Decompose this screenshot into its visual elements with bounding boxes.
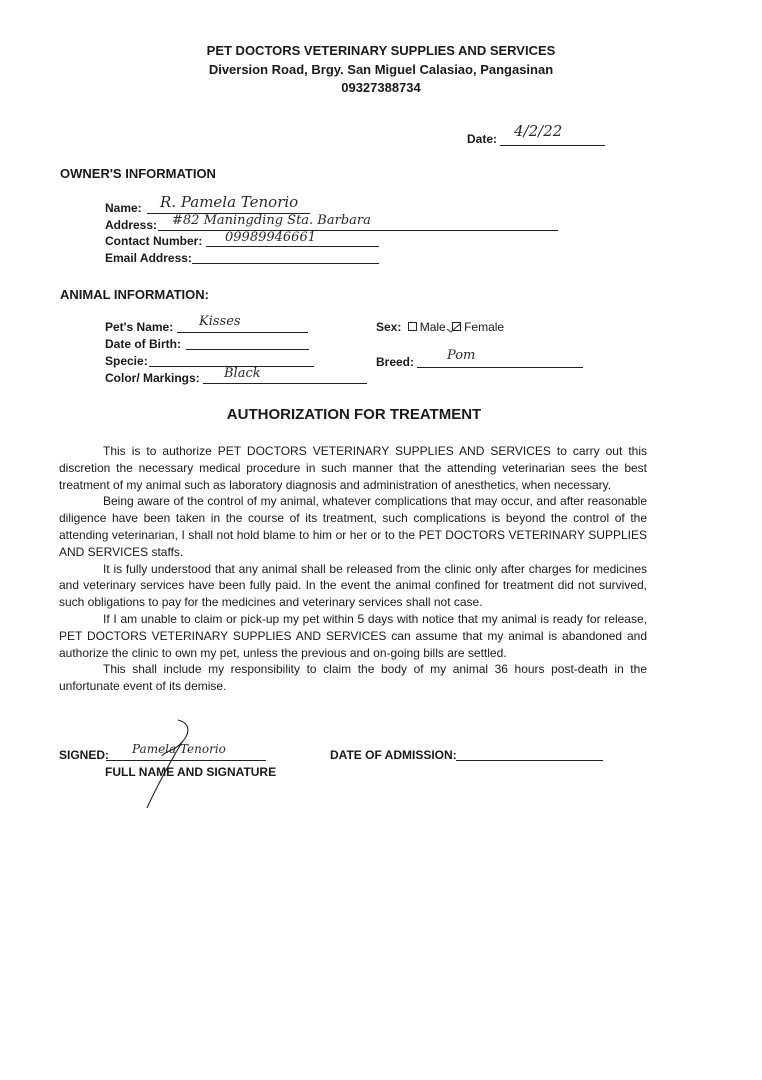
sex-label: Sex: — [376, 320, 402, 334]
owner-address-value: #82 Maningding Sta. Barbara — [172, 213, 371, 228]
dob-line — [186, 349, 309, 350]
authorization-body — [59, 443, 647, 695]
specie-label: Specie: — [105, 354, 148, 368]
color-line — [203, 383, 367, 384]
owner-contact-value: 09989946661 — [225, 230, 316, 245]
pet-name-value: Kisses — [199, 314, 241, 329]
owner-email-label: Email Address: — [105, 251, 192, 265]
date-line — [500, 145, 605, 146]
owner-contact-label: Contact Number: — [105, 234, 203, 248]
owner-name-label: Name: — [105, 201, 142, 215]
company-name: PET DOCTORS VETERINARY SUPPLIES AND SERVICES — [206, 43, 556, 58]
authorization-paragraph: If I am unable to claim or pick-up my pet within 5 days with notice that my animal is ready for release, PET DOCTORS VETERINARY SUPPLIES AND SERVICES can assume that my animal is abandoned and authorize the clinic to own my pet, unless the previous and on-going bills are settled. — [59, 611, 647, 660]
admission-label: DATE OF ADMISSION: — [330, 748, 457, 762]
date-value: 4/2/22 — [514, 122, 563, 140]
owner-address-label: Address: — [105, 218, 158, 232]
owner-email-line — [192, 263, 379, 264]
female-check-mark — [446, 322, 462, 334]
pet-name-line — [177, 332, 308, 333]
authorization-title: AUTHORIZATION FOR TREATMENT — [226, 406, 482, 423]
breed-label: Breed: — [376, 355, 415, 369]
dob-label: Date of Birth: — [105, 337, 181, 351]
admission-line — [456, 760, 603, 761]
date-label: Date: — [467, 132, 498, 146]
authorization-paragraph: It is fully understood that any animal shall be released from the clinic only after charges for medicines and veterinary services have been fully paid. In the event the animal confined for treatment did not survived, such obligations to pay for the medicines and veterinary services shall not case. — [59, 561, 647, 610]
authorization-paragraph: This shall include my responsibility to claim the body of my animal 36 hours post-death in the unfortunate event of its demise. — [59, 662, 647, 694]
owner-name-value: R. Pamela Tenorio — [160, 193, 299, 211]
owner-heading: OWNER'S INFORMATION — [60, 166, 216, 181]
company-phone: 09327388734 — [341, 80, 421, 95]
male-checkbox[interactable] — [408, 322, 417, 331]
authorization-paragraph: Being aware of the control of my animal, whatever complications that may occur, and after reasonable diligence have been taken in the course of its treatment, such complications is beyond the control of the attending veterinarian, I shall not hold blame to him or her or to the PET DOCTORS VETERINARY SUPPLIES AND SERVICES staffs. — [59, 494, 647, 559]
color-label: Color/ Markings: — [105, 371, 200, 385]
breed-value: Pom — [447, 348, 476, 363]
owner-address-line — [158, 230, 558, 231]
company-address: Diversion Road, Brgy. San Miguel Calasiao, Pangasinan — [208, 62, 554, 77]
signed-label: SIGNED: — [59, 748, 110, 762]
signature-caption: FULL NAME AND SIGNATURE — [105, 765, 277, 779]
owner-contact-line — [206, 246, 379, 247]
signature-flourish — [138, 716, 198, 812]
female-option: Female — [464, 320, 505, 334]
breed-line — [417, 367, 583, 368]
signature-value: Pamela Tenorio — [132, 742, 226, 756]
animal-heading: ANIMAL INFORMATION: — [60, 287, 209, 302]
male-option: Male — [419, 320, 446, 334]
authorization-paragraph: This is to authorize PET DOCTORS VETERINARY SUPPLIES AND SERVICES to carry out this discretion the necessary medical procedure in such manner that the attending veterinarian sees the best treatment of my animal such as laboratory diagnosis and administration of anesthetics, when necessary. — [59, 444, 647, 492]
color-value: Black — [224, 366, 261, 381]
pet-name-label: Pet's Name: — [105, 320, 174, 334]
sex-field — [376, 320, 504, 334]
